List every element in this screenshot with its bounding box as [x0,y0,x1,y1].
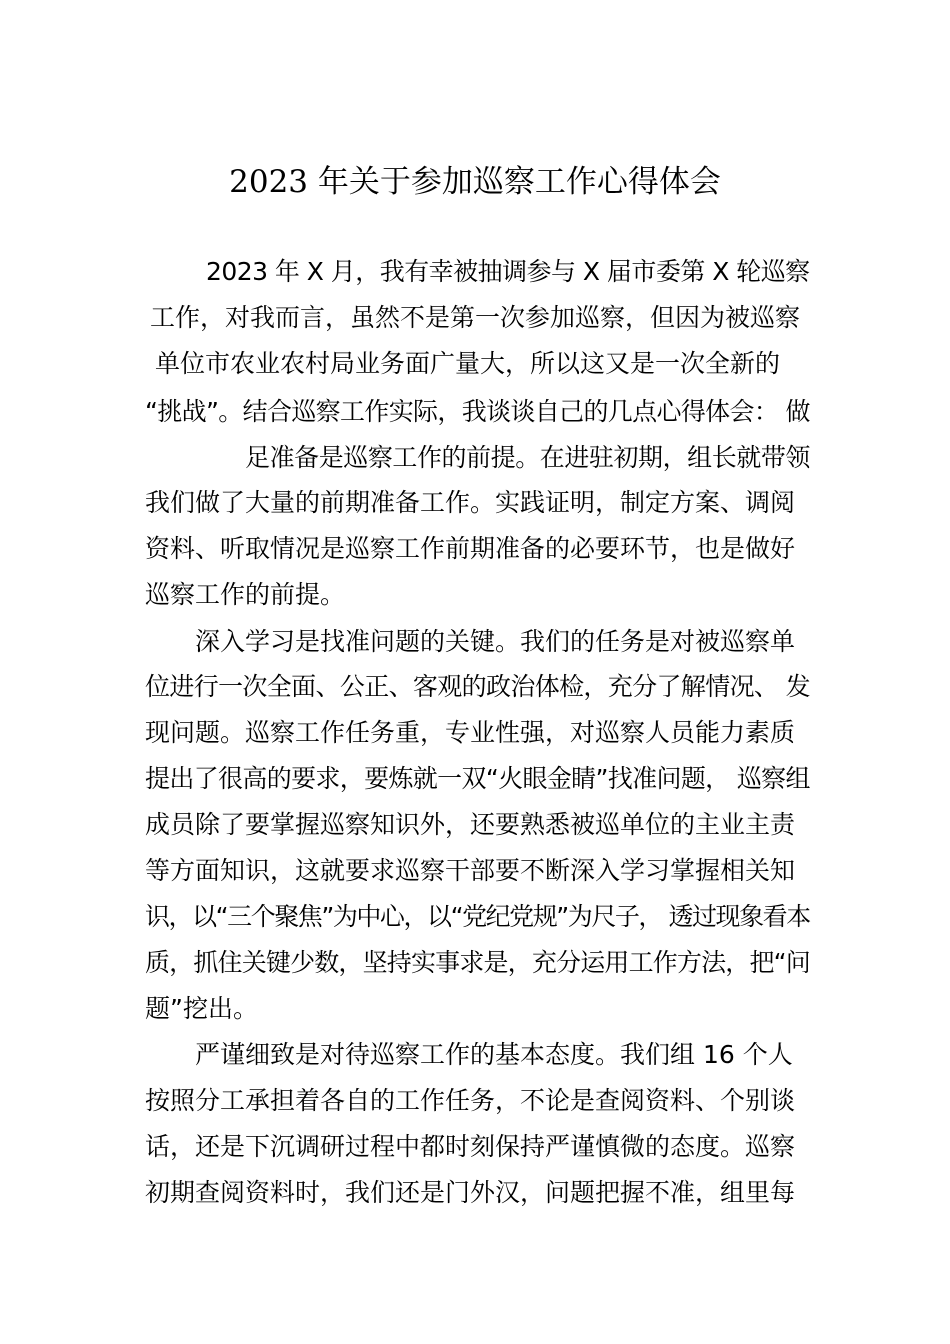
body-line: 质，抓住关键少数，坚持实事求是，充分运用工作方法，把“问 [145,948,810,977]
body-line: 识，以“三个聚焦”为中心，以“党纪党规”为尺子， 透过现象看本 [145,902,810,931]
body-line: 题”挖出。 [145,994,258,1023]
body-line: 严谨细致是对待巡察工作的基本态度。我们组 16 个人 [195,1040,793,1069]
body-line: 等方面知识，这就要求巡察干部要不断深入学习掌握相关知 [145,856,796,885]
body-line: 按照分工承担着各自的工作任务，不论是查阅资料、个别谈 [145,1086,796,1115]
body-line: 提出了很高的要求，要炼就一双“火眼金睛”找准问题， 巡察组 [145,764,810,793]
body-line: 2023 年 X 月，我有幸被抽调参与 X 届市委第 X 轮巡察 [206,257,810,286]
body-line: “挑战”。结合巡察工作实际，我谈谈自己的几点心得体会： 做 [145,397,810,426]
body-line: 资料、听取情况是巡察工作前期准备的必要环节，也是做好 [145,534,796,563]
body-line: 足准备是巡察工作的前提。在进驻初期，组长就带领 [245,443,811,472]
body-line: 深入学习是找准问题的关键。我们的任务是对被巡察单 [195,627,796,656]
body-line: 位进行一次全面、公正、客观的政治体检，充分了解情况、 发 [145,672,810,701]
body-line: 巡察工作的前提。 [145,580,346,609]
body-line: 我们做了大量的前期准备工作。实践证明，制定方案、调阅 [145,488,796,517]
body-line: 初期查阅资料时，我们还是门外汉，问题把握不准，组里每 [145,1178,796,1207]
document-title: 2023 年关于参加巡察工作心得体会 [229,164,721,200]
body-line: 成员除了要掌握巡察知识外，还要熟悉被巡单位的主业主责 [145,810,796,839]
body-line: 单位市农业农村局业务面广量大，所以这又是一次全新的 [155,349,781,378]
body-line: 话，还是下沉调研过程中都时刻保持严谨慎微的态度。巡察 [145,1132,796,1161]
body-line: 工作，对我而言，虽然不是第一次参加巡察，但因为被巡察 [150,303,801,332]
body-line: 现问题。巡察工作任务重，专业性强，对巡察人员能力素质 [145,718,796,747]
